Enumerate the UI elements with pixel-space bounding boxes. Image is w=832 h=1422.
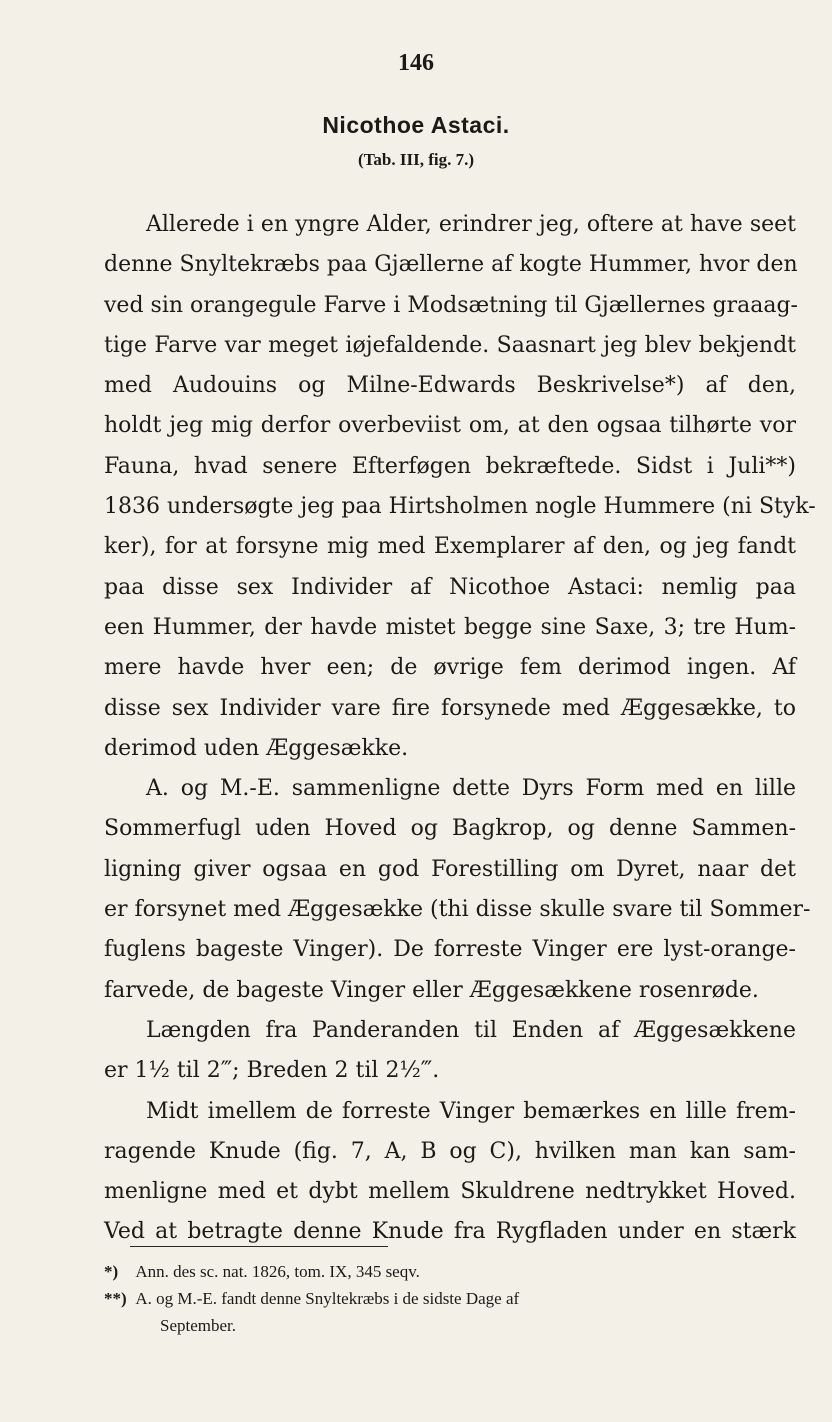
text-line: een Hummer, der havde mistet begge sine Saxe, 3; tre Hum- — [104, 614, 796, 640]
footnote-text: A. og M.-E. fandt denne Snyltekræbs i de sidste Dage af — [135, 1289, 520, 1308]
footnote-text: Ann. des sc. nat. 1826, tom. IX, 345 seqv. — [135, 1262, 420, 1281]
text-line: er forsynet med Æggesække (thi disse skulle svare til Sommer- — [104, 897, 811, 923]
text-line: ligning giver ogsaa en god Forestilling om Dyret, naar det — [104, 856, 796, 882]
footnote-text: September. — [160, 1316, 237, 1335]
text-line: Fauna, hvad senere Efterføgen bekræftede. Sidst i Juli**) — [104, 453, 796, 479]
text-line: fuglens bageste Vinger). De forreste Vinger ere lyst-orange- — [104, 937, 796, 963]
text-line: A. og M.-E. sammenligne dette Dyrs Form med en lille — [146, 776, 796, 802]
text-line: Sommerfugl uden Hoved og Bagkrop, og denne Sammen- — [104, 816, 796, 842]
footnote — [104, 1258, 796, 1285]
text-line: mere havde hver een; de øvrige fem derimod ingen. Af — [104, 655, 796, 681]
footnotes — [104, 1258, 796, 1339]
text-line: ved sin orangegule Farve i Modsætning til Gjællernes graaag- — [104, 292, 798, 318]
text-line: ragende Knude (fig. 7, A, B og C), hvilken man kan sam- — [104, 1138, 796, 1164]
footnote-marker: *) — [104, 1262, 119, 1281]
text-line: ker), for at forsyne mig med Exemplarer af den, og jeg fandt — [104, 534, 796, 560]
text-line: paa disse sex Individer af Nicothoe Astaci: nemlig paa — [104, 574, 796, 600]
body-text — [104, 205, 816, 1253]
footnote-marker: **) — [104, 1289, 127, 1308]
footnote-continuation — [104, 1312, 796, 1339]
text-line: denne Snyltekræbs paa Gjællerne af kogte Hummer, hvor den — [104, 252, 798, 278]
text-line: Ved at betragte denne Knude fra Rygfladen under en stærk — [104, 1219, 796, 1245]
text-line: farvede, de bageste Vinger eller Æggesækkene rosenrøde. — [104, 977, 759, 1003]
text-line: er 1½ til 2‴; Breden 2 til 2½‴. — [104, 1058, 440, 1084]
text-line: Midt imellem de forreste Vinger bemærkes en lille frem- — [146, 1098, 796, 1124]
text-line: tige Farve var meget iøjefaldende. Saasnart jeg blev bekjendt — [104, 332, 796, 358]
text-line: menligne med et dybt mellem Skuldrene nedtrykket Hoved. — [104, 1179, 796, 1205]
text-line: 1836 undersøgte jeg paa Hirtsholmen nogle Hummere (ni Styk- — [104, 494, 816, 520]
text-line: Længden fra Panderanden til Enden af Æggesækkene — [146, 1017, 796, 1043]
plate-reference: (Tab. III, fig. 7.) — [357, 150, 475, 169]
text-line: Allerede i en yngre Alder, erindrer jeg, oftere at have seet — [146, 212, 796, 237]
page-number: 146 — [398, 50, 434, 76]
text-line: med Audouins og Milne-Edwards Beskrivelse*) af den, — [104, 373, 796, 399]
text-line: holdt jeg mig derfor overbeviist om, at den ogsaa tilhørte vor — [104, 413, 796, 439]
footnote — [104, 1285, 796, 1312]
text-line: derimod uden Æggesække. — [104, 735, 409, 761]
section-title: Nicothoe Astaci. — [322, 112, 510, 138]
footnote-divider — [130, 1246, 388, 1247]
text-line: disse sex Individer vare fire forsynede med Æggesække, to — [104, 695, 796, 721]
